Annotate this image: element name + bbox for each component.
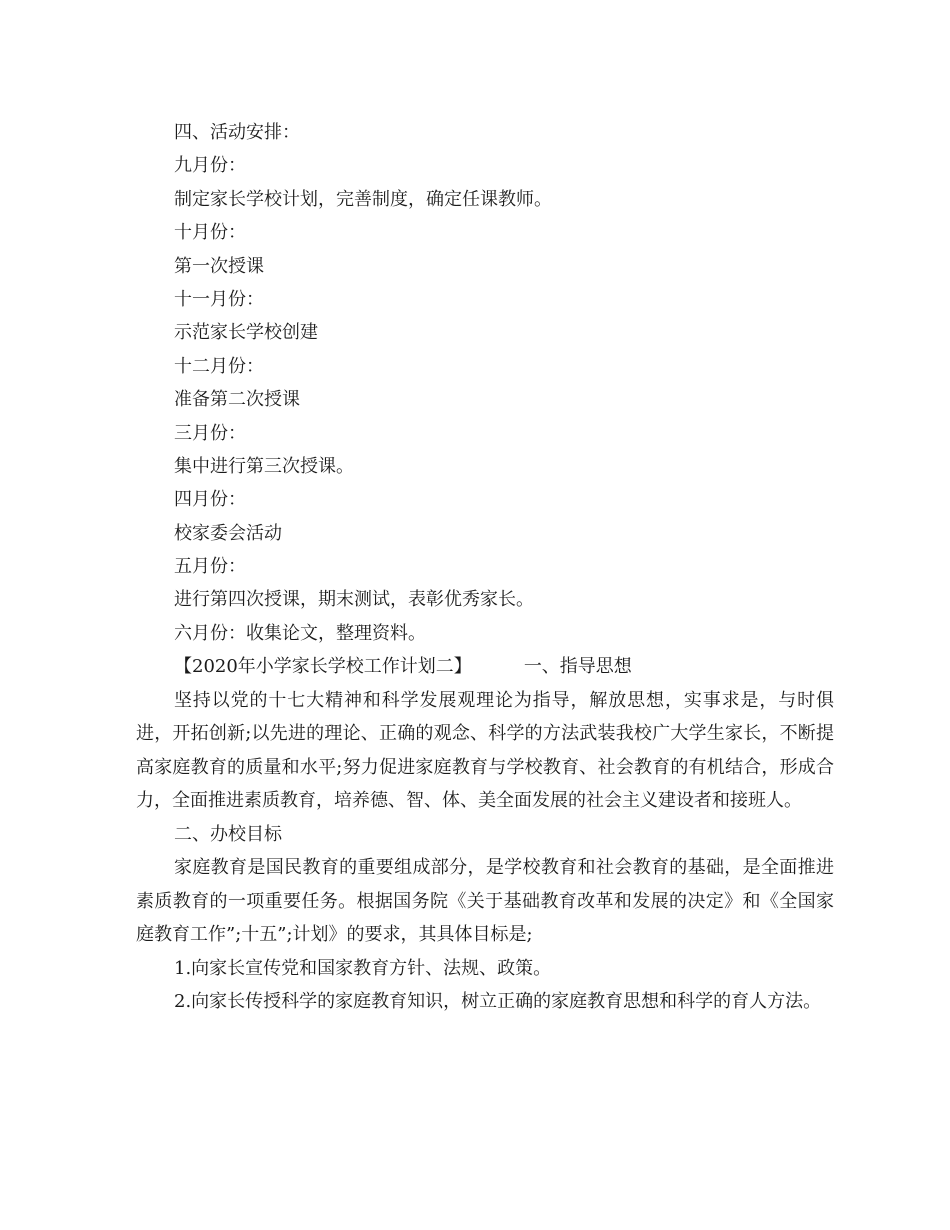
month-task-nov: 示范家长学校创建 xyxy=(174,322,318,344)
month-task-may: 进行第四次授课，期末测试，表彰优秀家长。 xyxy=(174,589,534,611)
month-label-mar: 三月份： xyxy=(174,422,246,444)
list-item-1: 1.向家长宣传党和国家教育方针、法规、政策。 xyxy=(174,957,552,979)
plan2-title: 【2020年小学家长学校工作计划二】 xyxy=(174,656,472,678)
month-label-apr: 四月份： xyxy=(174,489,246,511)
plan2-title-row xyxy=(174,650,834,683)
activity-heading: 四、活动安排： xyxy=(174,122,300,143)
month-label-nov: 十一月份： xyxy=(174,288,264,310)
month-task-dec: 准备第二次授课 xyxy=(174,389,300,411)
month-label-sep: 九月份： xyxy=(174,155,246,177)
month-june: 六月份：收集论文，整理资料。 xyxy=(174,622,426,644)
month-task-oct: 第一次授课 xyxy=(174,255,264,277)
month-label-may: 五月份： xyxy=(174,556,246,578)
month-task-sep: 制定家长学校计划，完善制度，确定任课教师。 xyxy=(174,188,552,210)
list-item-2: 2.向家长传授科学的家庭教育知识，树立正确的家庭教育思想和科学的育人方法。 xyxy=(174,990,822,1012)
month-task-mar: 集中进行第三次授课。 xyxy=(174,455,354,477)
document-body xyxy=(136,116,834,1018)
section1-heading: 一、指导思想 xyxy=(523,656,632,678)
section1-body: 坚持以党的十七大精神和科学发展观理论为指导，解放思想，实事求是，与时俱进，开拓创新;以先进的理论、正确的观念、科学的方法武装我校广大学生家长，不断提高家庭教育的质量和水平;努力促进家庭教育与学校教育、社会教育的有机结合，形成合力，全面推进素质教育，培养德、智、体、美全面发展的社会主义建设者和接班人。 xyxy=(136,689,834,812)
month-label-dec: 十二月份： xyxy=(174,355,264,377)
month-label-oct: 十月份： xyxy=(174,222,246,244)
month-task-apr: 校家委会活动 xyxy=(174,522,282,544)
section2-heading: 二、办校目标 xyxy=(174,823,282,845)
section2-body: 家庭教育是国民教育的重要组成部分，是学校教育和社会教育的基础，是全面推进素质教育的一项重要任务。根据国务院《关于基础教育改革和发展的决定》和《全国家庭教育工作”;十五”;计划》的要求，其具体目标是; xyxy=(136,857,834,946)
